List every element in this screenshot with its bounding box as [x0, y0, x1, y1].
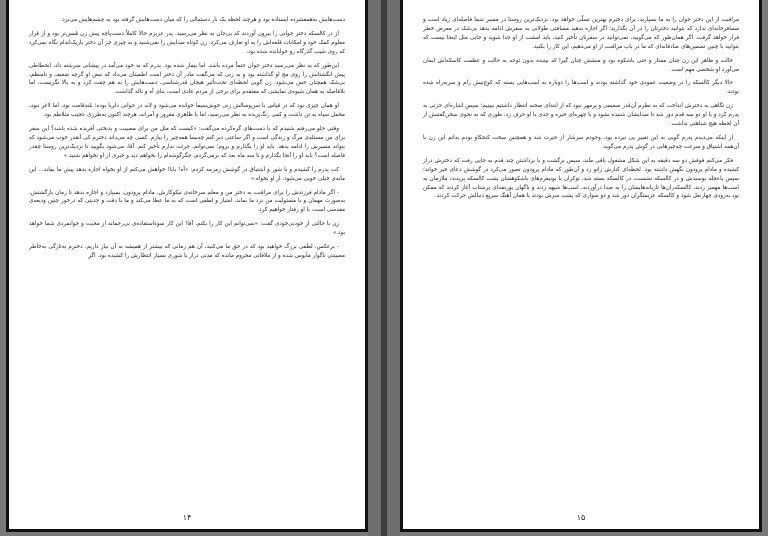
left-paragraph: از در کالسکه دختر جوانی را بیرون آوردند که بی‌جان به نظر می‌رسید. پدر عزیزم حالا کاملاً دست‌پاچه پیش زن مُسن‌تر بود و از قرار معلوم کمک خود و امکانات قلعه‌اش را به او تعارف می‌کرد. زن کوتاه صدایش را نمی‌شنید و به چیزی جز آن دختر باریک‌اندام نگاه نمی‌کرد که روی شیب گذرگاه رو خوابانده شده بود. — [29, 30, 345, 55]
page-number-right: ۱۵ — [576, 513, 586, 522]
right-paragraph: از اینکه می‌دیدم پدرم گویی به این تغییر پی نبرده بود، وجودم سرشار از حیرت شد و همچنین سخت کنجکاو بودم بدانم این زن با آن‌همه اشتیاق و سرعت چه‌چیزهایی در گوش پدرم می‌گوید. — [423, 134, 739, 150]
left-paragraph: این‌طور که به نظر می‌رسید دختر جوان حتماً مرده باشد. اما بیمار شده بود. پدرم که به خود می‌آمد در پیشانی سرشته داد، انحطاطی پیش انگشتانش را روی مچ او گذاشته بود و به زنی که می‌گفت مادر آن دختر است اطمینان می‌داد که نبض او گرچه ضعیف و نامنظم، بی‌شک همچنان حس می‌شود. زن گویی لحظه‌ای تحت‌تأثیر هیجان قدرشناسی، دست‌هایش را به هم چفت کرد و به بالا نگریست، اما بلافاصله به همان شیوه‌ی نمایشی که معتقدم برای برخی از مردم عادی است، بنای آه و ناله گذاشت. — [29, 62, 345, 96]
right-page-text — [423, 16, 739, 503]
left-paragraph: وقتی جلو می‌رفتم شنیدم که با دست‌های گره‌کرده می‌گفت: «کیست که مثل من برای مصیبت و بدبختی آفریده شده باشد؟ این سفر برای من مسئله‌ی مرگ و زندگی است و اگر ساعتی دیر کنم چه‌بسا همه‌چیز را ببازم. کسی چه می‌داند دخترم کی آنقدر خوب می‌شود که بتواند مسیرش را ادامه بدهد. باید او را بگذارم و بروم؛ نمی‌توانم، جرئت ندارم تأخیر کنم. آقا، می‌شود بگویید تا نزدیک‌ترین روستا چقدر فاصله است؟ باید او را آنجا بگذارم و تا سه ماه بعد که برمی‌گردم، جگرگوشه‌ام را نخواهم دید و خبری از او نخواهم شنید.» — [29, 126, 345, 159]
left-paragraph: او همان چیزی بود که در قیاس با سن‌وسالش زنی خوش‌سیما خوانده می‌شود و لابد در جوانی دلربا بوده؛ بلندقامت بود، اما لاغر نبود، مخمل سیاه به تن داشت و کمی رنگ‌پریده به نظر می‌رسید، اما با ظاهری مغرور و آمرانه، هرچند اکنون به‌طرزی عجیب متلاطم بود. — [29, 103, 345, 119]
right-page — [400, 0, 762, 532]
spine-divider — [381, 0, 387, 536]
left-paragraph: زن با حالتی از خودبی‌خودی گفت: «نمی‌توانم این کار را بکنم، آقا! این کار سوءاستفاده‌ی بی‌رحمانه از محبت و جوانمردی شما خواهد بود.» — [29, 221, 345, 237]
left-page-text — [29, 16, 345, 503]
right-paragraph: زن نگاهی به دخترش انداخت که به نظرم آن‌قدر صمیمی و پرمهر نبود که از ابتدای صحنه انتظار داشتیم ببینیم؛ سپس اشاره‌ای جزئی به پدرم کرد و با او دو سه قدم دور شد تا صدایشان شنیده نشود و با چهره‌ای خیره و جدی با او حرف زد، طوری که به نحوی سخن‌گفتنش از آن لحظه هیچ شباهتی نداشت. — [423, 103, 739, 128]
left-paragraph: - برعکس، لطفی بزرگ خواهید بود که در حق ما می‌کنید، آن هم زمانی که بیشتر از همیشه به آن نیاز داریم. دخترم به‌تازگی به‌خاطر مصیبتی ناگوار مأیوس شده و از ملاقاتی محروم مانده که مدتی دراز با شوری بسیار انتظارش را کشیده بود. اگر — [29, 244, 345, 259]
left-paragraph: - اگر مادام فرزندش را برای مراقبت به دختر من و معلم سرخانه‌ی نیکوکارش، مادام پرودون، بسپارد و اجازه بدهد تا زمان بازگشتش، به‌صورت مهمان و با مسئولیت من نزد ما بماند، امتیاز و لطفی است که به ما عطا می‌کند و ما با دقت و جدیتی که درخور چنین ودیعه‌ی مقدسی است، با او رفتار خواهیم کرد. — [29, 189, 345, 214]
right-paragraph: حالت و ظاهر این زن چنان ممتاز و حتی باشکوه بود و منشش چنان گیرا که بیننده بدون توجه به حالت و عظمت کاسکه‌اش ایمان می‌آورد او شخصی مهم است. — [423, 57, 739, 73]
right-paragraph: فکر می‌کنم فوقش دو سه دقیقه به این شکل مشغول باقی ماند، سپس برگشت و با برداشتن چند قدم به جایی رفت که دخترش دراز کشیده و مادام پرودون نگهش داشته بود. لحظه‌ای کنارش زانو زد و آن‌طور که مادام پرودون تصور می‌کرد در گوشش دعای خیر خواند؛ سپس باعجله بوسیدش و در کالسکه نشست، در کالسکه بسته شد، نوکران با یونیفرم‌های باشکوهشان پشت کالسکه پریدند، ملازمان به اسب‌ها مهمیز زدند، کالسکه‌ران‌ها تازیانه‌هایشان را به صدا درآوردند، اسب‌ها شیهه زدند و ناگهان یورتمه‌ای پرشتاب آغاز کردند که ممکن بود به‌زودی چهارنعل شود و کالسکه عزیمتگران دور شد و دو سواری که پشت سرش بودند با همان آهنگ سریع دنبالش حرکت کردند. — [423, 157, 739, 200]
book-gutter — [368, 0, 400, 536]
right-paragraph: مراقبت از این دختر جوان را به ما بسپارید، برای دخترم بهترین تسلّی خواهد بود. نزدیک‌ترین روستا در مسیر شما فاصله‌ای زیاد است و مسافرخانه‌ای ندارد که بتوانید دخترتان را در آن بگذارید؛ اگر اجازه بدهید مسافتی طولانی به سفرش ادامه بدهد بی‌شک در معرض خطر قرار خواهد گرفت. اگر همان‌طور که می‌گویید، نمی‌توانید در سفرتان تأخیر کنید، باید امشب از او جدا شوید و جایی مثل اینجا نیست که بتوانید با چنین تضمین‌های صادقانه‌ای که ما در باب مراقبت از او می‌دهیم، این کار را بکنید. — [423, 17, 739, 50]
left-paragraph: کت پدرم را کشیدم و با شور و اشتیاق در گوشش زمزمه کردم: «آه! بابا! خواهش می‌کنم از او بخواه اجازه بدهد پیش ما بماند... این مایه‌ی خیلی خوبی می‌شود. از او بخواه.» — [29, 166, 345, 182]
right-paragraph: حالا دیگر کالسکه را در وضعیت عمودی خود گذاشته بودند و اسب‌ها را دوباره به اسب‌هایی بسته که کوچ‌بیش رام و سربه‌راه شده بودند. — [423, 80, 739, 96]
page-number-left: ۱۴ — [182, 513, 192, 522]
left-page — [6, 0, 368, 532]
left-paragraph: دست‌هایش به‌همفشرده ایستاده بود و هرچند لحظه یک بار دستمالی را که میان دست‌هایش گرفته بود به چشم‌هایش می‌برد. — [60, 17, 345, 23]
